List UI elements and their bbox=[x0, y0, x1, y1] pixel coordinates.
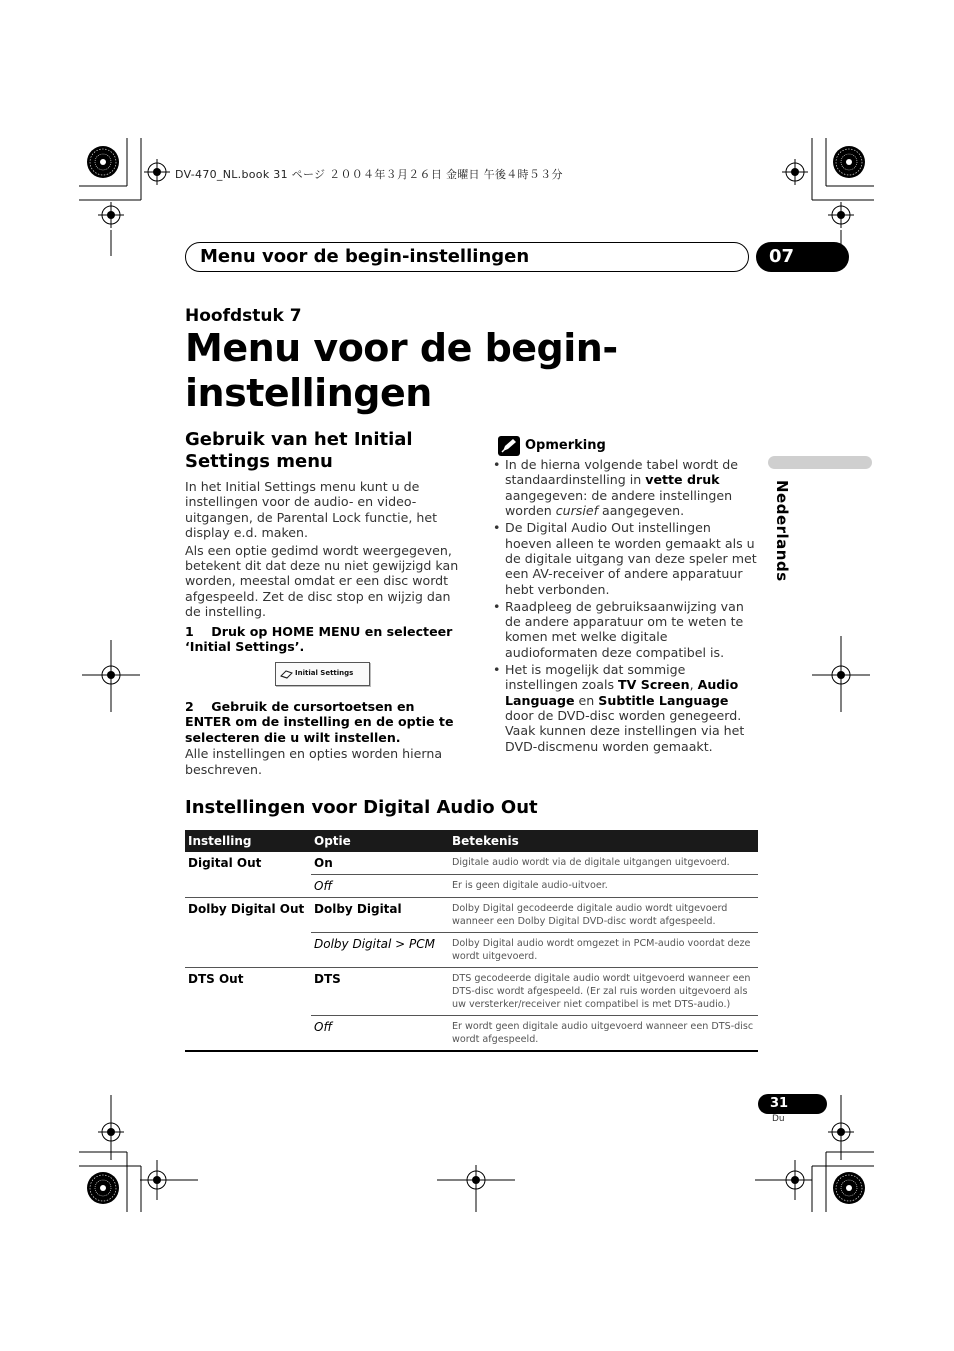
note-item bbox=[492, 662, 758, 754]
disc-icon bbox=[280, 669, 293, 679]
option-cell: DTS bbox=[311, 968, 449, 1016]
setting-cell: DTS Out bbox=[188, 972, 244, 986]
setting-cell bbox=[185, 933, 311, 968]
meaning-cell: DTS gecodeerde digitale audio wordt uitgevoerd wanneer een DTS-disc wordt afgespeeld. (Er zal ruis worden uitgevoerd als uw versterker/receiver niet compatibel is met DTS-audio.) bbox=[449, 968, 758, 1016]
note-bold: Subtitle Language bbox=[598, 692, 729, 708]
table-header-row bbox=[185, 830, 758, 852]
meaning-cell: Er is geen digitale audio-uitvoer. bbox=[449, 875, 758, 898]
setting-cell: Digital Out bbox=[188, 856, 262, 870]
setting-cell: Dolby Digital Out bbox=[188, 902, 305, 916]
section-title-digital-audio-out: Instellingen voor Digital Audio Out bbox=[185, 797, 538, 818]
note-bold: Audio Language bbox=[505, 677, 739, 708]
note-list bbox=[492, 457, 758, 756]
meaning-cell: Er wordt geen digitale audio uitgevoerd wanneer een DTS-disc wordt afgespeeld. bbox=[449, 1016, 758, 1052]
column-header: Instelling bbox=[185, 830, 311, 852]
note-item: • De Digital Audio Out instellingen hoeven alleen te worden gemaakt als u de digitale uitgang van deze speler met een AV-receiver of andere apparatuur hebt verbonden. bbox=[492, 520, 758, 597]
section-title-line2: Settings menu bbox=[185, 451, 333, 472]
chapter-label: Hoofdstuk 7 bbox=[185, 306, 302, 326]
note-text: door de DVD-disc worden genegeerd. Vaak kunnen deze instellingen via het DVD-discmenu worden gemaakt. bbox=[505, 708, 745, 754]
note-text: aangegeven. bbox=[598, 503, 685, 519]
section-title bbox=[185, 429, 460, 473]
page-title-line2: instellingen bbox=[185, 371, 432, 415]
section-initial-settings bbox=[185, 429, 460, 654]
file-info: DV-470_NL.book 31 ページ ２００４年３月２６日 金曜日 午後４時５３分 bbox=[175, 168, 563, 181]
section-initial-settings-cont bbox=[185, 699, 460, 777]
note-italic: cursief bbox=[555, 503, 599, 519]
note-text: aangegeven: de andere instellingen worden bbox=[505, 487, 733, 519]
initial-settings-screenshot bbox=[275, 662, 370, 686]
meaning-cell: Digitale audio wordt via de digitale uitgangen uitgevoerd. bbox=[449, 852, 758, 875]
table-row bbox=[185, 968, 758, 1016]
meaning-cell: Dolby Digital audio wordt omgezet in PCM-audio voordat deze wordt uitgevoerd. bbox=[449, 933, 758, 968]
table-row bbox=[185, 1016, 758, 1052]
page-title-line1: Menu voor de begin- bbox=[185, 326, 618, 370]
note-bold: TV Screen bbox=[618, 677, 690, 693]
note-item: • Raadpleeg de gebruiksaanwijzing van de andere apparatuur om te weten te komen met welke digitale audioformaten deze compatibel is. bbox=[492, 599, 758, 661]
page-language: Du bbox=[772, 1114, 785, 1124]
screenshot-label: Initial Settings bbox=[295, 669, 354, 677]
table-row bbox=[185, 898, 758, 933]
step-1: 1 Druk op HOME MENU en selecteer ‘Initial Settings’. bbox=[185, 623, 457, 655]
paragraph: Alle instellingen en opties worden hierna beschreven. bbox=[185, 746, 443, 777]
note-text: , bbox=[689, 677, 698, 693]
step-2: 2 Gebruik de cursortoetsen en ENTER om de instelling en de optie te selecteren die u wilt instellen. bbox=[185, 699, 458, 745]
option-cell: On bbox=[311, 852, 449, 875]
table-row bbox=[185, 933, 758, 968]
option-cell: Off bbox=[311, 1016, 449, 1052]
pencil-note-icon bbox=[498, 436, 520, 456]
language-tab-bar bbox=[768, 456, 872, 469]
column-header: Betekenis bbox=[449, 830, 758, 852]
setting-cell bbox=[185, 1016, 311, 1052]
option-cell: Dolby Digital bbox=[311, 898, 449, 933]
note-title: Opmerking bbox=[525, 438, 606, 453]
meaning-cell: Dolby Digital gecodeerde digitale audio wordt uitgevoerd wanneer een Dolby Digital DVD-disc wordt afgespeeld. bbox=[449, 898, 758, 933]
chapter-number-badge: 07 bbox=[756, 242, 849, 272]
running-header: Menu voor de begin-instellingen bbox=[185, 242, 749, 272]
note-text: Het is mogelijk dat sommige instellingen zoals bbox=[505, 661, 686, 693]
section-title-line1: Gebruik van het Initial bbox=[185, 429, 413, 450]
settings-table bbox=[185, 830, 758, 1052]
paragraph: Als een optie gedimd wordt weergegeven, betekent dit dat deze nu niet gewijzigd kan worden, meestal omdat er een disc wordt afgespeeld. Zet de disc stop en wijzig dan de instelling. bbox=[185, 542, 459, 620]
note-text: en bbox=[574, 692, 599, 708]
paragraph: In het Initial Settings menu kunt u de instellingen voor de audio- en video-uitgangen, de Parental Lock functie, het display e.d. maken. bbox=[185, 479, 438, 541]
setting-cell bbox=[185, 875, 311, 898]
table-row bbox=[185, 852, 758, 875]
option-cell: Off bbox=[311, 875, 449, 898]
note-text: In de hierna volgende tabel wordt de standaardinstelling in bbox=[505, 457, 738, 488]
column-header: Optie bbox=[311, 830, 449, 852]
page-number: 31 bbox=[758, 1094, 827, 1114]
note-bold: vette druk bbox=[645, 472, 720, 488]
language-tab-label: Nederlands bbox=[773, 480, 791, 582]
note-item bbox=[492, 457, 758, 519]
page-title bbox=[185, 326, 745, 416]
table-row bbox=[185, 875, 758, 898]
option-cell: Dolby Digital > PCM bbox=[311, 933, 449, 968]
